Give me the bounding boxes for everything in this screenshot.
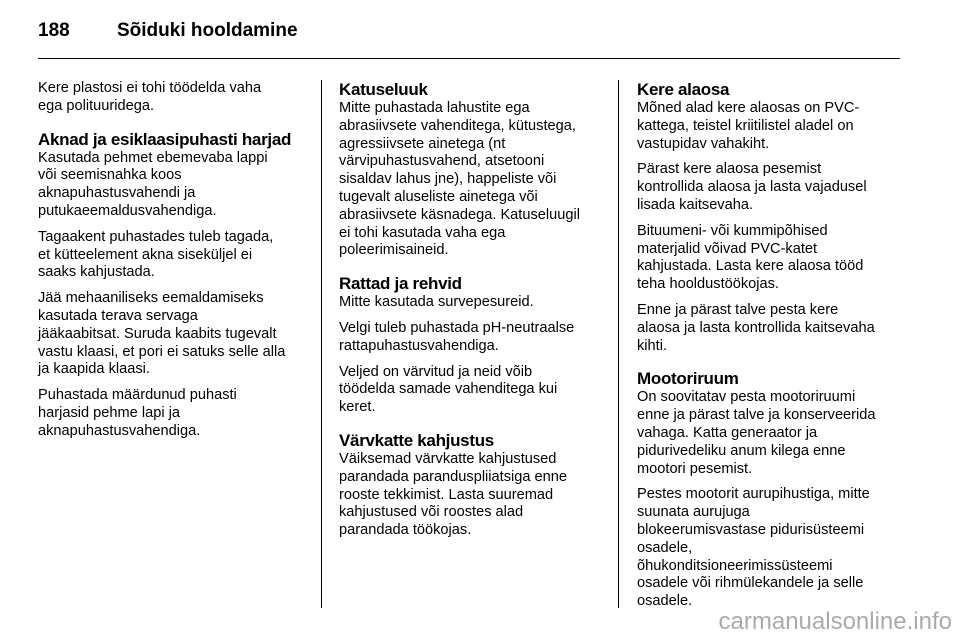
text-line: blokeerumisvastase pidurisüsteemi <box>637 521 865 538</box>
text-line: ja kaapida klaasi. <box>38 361 150 378</box>
text-line: aknapuhastusvahendiga. <box>38 422 201 439</box>
column-divider-2 <box>618 80 619 608</box>
text-line: Kere plastosi ei tohi töödelda vaha <box>38 80 262 96</box>
paragraph <box>339 364 607 417</box>
paragraph <box>38 387 310 440</box>
paragraph <box>339 451 607 540</box>
text-line: kasutada terava servaga <box>38 307 198 324</box>
text-line: ega polituuridega. <box>38 97 155 114</box>
text-line: Enne ja pärast talve pesta kere <box>637 301 839 318</box>
text-line: õhukonditsioneerimissüsteemi <box>637 557 833 574</box>
text-line: putukaeemaldusvahendiga. <box>38 202 217 219</box>
text-line: ei tohi kasutada vaha ega <box>339 224 506 241</box>
text-line: et kütteelement akna siseküljel ei <box>38 246 253 263</box>
paragraph <box>38 290 310 379</box>
text-line: jääkaabitsat. Suruda kaabits tugevalt <box>38 325 277 342</box>
text-line: või seemisnahka koos <box>38 167 182 184</box>
text-line: vahaga. Katta generaator ja <box>637 424 818 441</box>
text-line: Pestes mootorit aurupihustiga, mitte <box>637 486 870 503</box>
text-line: enne ja pärast talve ja konserveerida <box>637 407 876 424</box>
paragraph <box>637 302 907 355</box>
text-line: Tagaakent puhastades tuleb tagada, <box>38 228 274 245</box>
section-heading: Värvkatte kahjustus <box>339 430 494 450</box>
section-heading: Rattad ja rehvid <box>339 274 462 294</box>
text-line: osadele või rihmülekandele ja selle <box>637 575 864 592</box>
watermark: carmanualsonline.info <box>718 608 952 635</box>
text-line: osadele. <box>637 593 693 610</box>
text-line: töödelda samade vahenditega kui <box>339 381 558 398</box>
paragraph <box>637 223 907 294</box>
page-number: 188 <box>38 20 70 41</box>
text-line: kontrollida alaosa ja lasta vajadusel <box>637 179 867 196</box>
header-divider <box>38 58 900 59</box>
paragraph <box>637 486 907 611</box>
text-line: poleerimisaineid. <box>339 242 449 259</box>
text-line: kahjustused või roostes alad <box>339 504 524 521</box>
text-line: Bituumeni- või kummipõhised <box>637 222 828 239</box>
section-heading: Kere alaosa <box>637 80 730 99</box>
text-line: kahjustada. Lasta kere alaosa tööd <box>637 258 864 275</box>
text-line: harjasid pehme lapi ja <box>38 404 180 421</box>
paragraph <box>637 389 907 478</box>
paragraph <box>339 320 607 356</box>
text-line: Väiksemad värvkatte kahjustused <box>339 450 557 467</box>
text-line: osadele, <box>637 539 693 556</box>
text-line: Mõned alad kere alaosas on PVC- <box>637 100 860 116</box>
text-line: Veljed on värvitud ja neid võib <box>339 363 533 380</box>
paragraph <box>38 150 310 221</box>
text-line: mootori pesemist. <box>637 460 753 477</box>
column-3 <box>637 80 907 619</box>
text-line: abrasiivsete käsnadega. Katuseluugil <box>339 206 580 223</box>
column-divider-1 <box>321 80 322 608</box>
text-line: värvipuhastusvahend, atsetooni <box>339 153 545 170</box>
section-heading: Aknad ja esiklaasipuhasti harjad <box>38 129 292 149</box>
text-line: agressiivsete ainetega (nt <box>339 135 506 152</box>
text-line: tugevalt aluseliste ainetega või <box>339 188 538 205</box>
column-1 <box>38 80 310 449</box>
text-line: rooste tekkimist. Lasta suuremad <box>339 486 554 503</box>
text-line: parandada paranduspliiatsiga enne <box>339 468 568 485</box>
text-line: Kasutada pehmet ebemevaba lappi <box>38 149 268 166</box>
text-line: On soovitatav pesta mootoriruumi <box>637 389 856 406</box>
section-heading: Katuseluuk <box>339 80 428 99</box>
text-line: keret. <box>339 399 376 416</box>
text-line: teha hooldustöökojas. <box>637 276 779 293</box>
text-line: alaosa ja lasta kontrollida kaitsevaha <box>637 319 875 336</box>
text-line: kihti. <box>637 337 668 354</box>
text-line: suunata aurujuga <box>637 504 750 521</box>
text-line: aknapuhastusvahendi ja <box>38 185 196 202</box>
text-line: saaks kahjustada. <box>38 264 155 281</box>
column-2 <box>339 80 607 548</box>
text-line: sisaldav lahus jne), happeliste või <box>339 171 557 188</box>
text-line: parandada töökojas. <box>339 522 472 539</box>
text-line: kattega, teistel kriitilistel aladel on <box>637 117 854 134</box>
text-line: vastu klaasi, et pori ei satuks selle alla <box>38 343 286 360</box>
paragraph <box>637 100 907 153</box>
paragraph <box>339 294 607 312</box>
text-line: Jää mehaaniliseks eemaldamiseks <box>38 290 264 307</box>
text-line: vastupidav vahakiht. <box>637 135 770 152</box>
text-line: Velgi tuleb puhastada pH-neutraalse <box>339 319 575 336</box>
text-line: pidurivedeliku anum kilega enne <box>637 442 846 459</box>
text-line: Mitte puhastada lahustite ega <box>339 100 530 116</box>
page-title: Sõiduki hooldamine <box>117 20 298 41</box>
text-line: abrasiivsete vahenditega, kütustega, <box>339 117 576 134</box>
text-line: materjalid võivad PVC-katet <box>637 240 818 257</box>
paragraph <box>339 100 607 260</box>
text-line: Puhastada määrdunud puhasti <box>38 387 237 404</box>
text-line: rattapuhastusvahendiga. <box>339 337 499 354</box>
text-line: lisada kaitsevaha. <box>637 196 754 213</box>
paragraph <box>38 80 310 116</box>
paragraph <box>38 229 310 282</box>
paragraph <box>637 161 907 214</box>
section-heading: Mootoriruum <box>637 369 739 389</box>
text-line: Mitte kasutada survepesureid. <box>339 294 534 311</box>
text-line: Pärast kere alaosa pesemist <box>637 161 822 178</box>
